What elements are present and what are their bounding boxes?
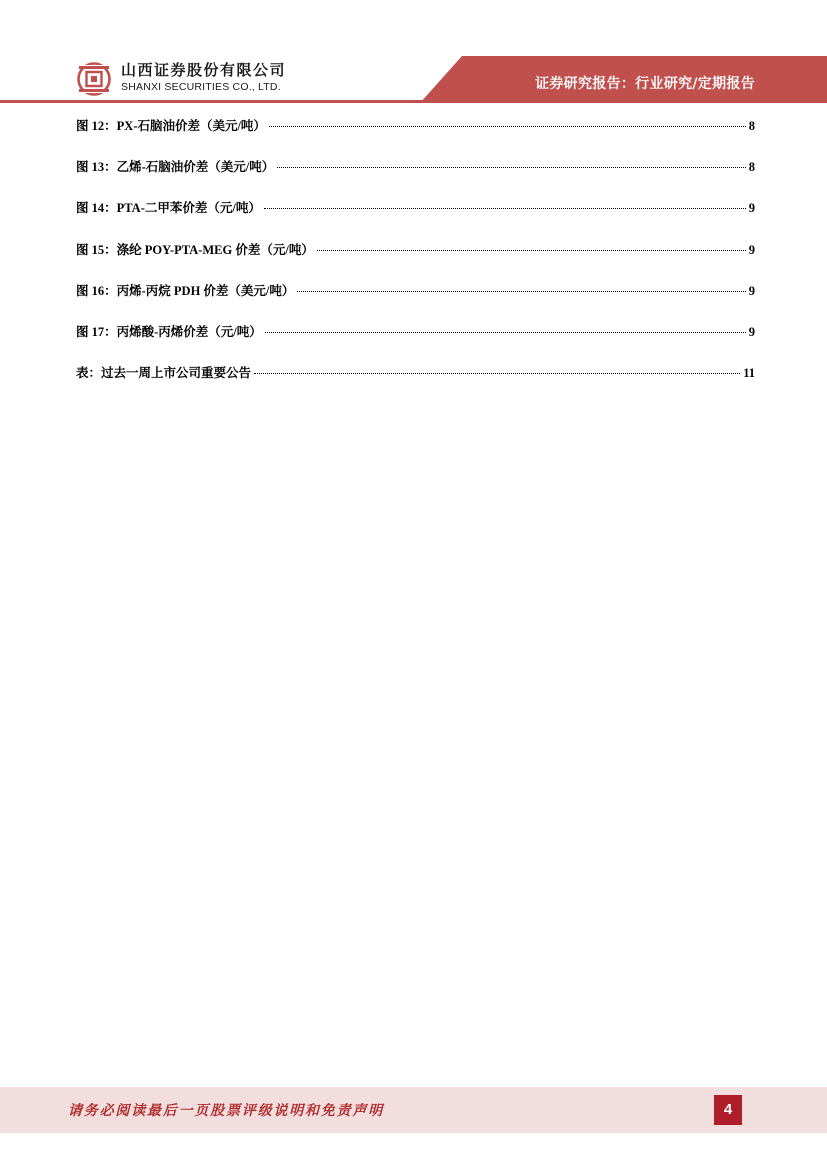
toc-entry-page: 9 [748, 324, 755, 339]
toc-entry[interactable] [76, 318, 755, 359]
toc-entry-page: 9 [748, 242, 755, 257]
toc-entry[interactable] [76, 153, 755, 194]
company-name [121, 62, 286, 94]
toc-entry[interactable] [76, 236, 755, 277]
page-header [0, 0, 827, 104]
company-name-cn: 山西证券股份有限公司 [121, 61, 287, 79]
toc-entry-label: 表：过去一周上市公司重要公告 [76, 366, 252, 381]
toc-entry-label: 图 15：涤纶 POY-PTA-MEG 价差（元/吨） [76, 242, 314, 257]
toc-entry-label: 图 17：丙烯酸-丙烯价差（元/吨） [76, 324, 262, 339]
toc-entry[interactable] [76, 359, 755, 400]
toc-entry-label: 图 12：PX-石脑油价差（美元/吨） [76, 119, 266, 133]
toc-dot-leader [297, 290, 745, 292]
table-of-contents [76, 112, 755, 400]
toc-entry[interactable] [76, 194, 755, 235]
report-type-label: 证券研究报告：行业研究/定期报告 [535, 76, 755, 92]
page-number-badge: 4 [714, 1095, 742, 1125]
toc-entry[interactable] [76, 277, 755, 318]
toc-entry-page: 8 [748, 119, 755, 133]
shanxi-securities-logo-icon [76, 62, 112, 96]
toc-entry-page: 8 [748, 160, 755, 175]
page-footer [0, 1087, 827, 1133]
toc-entry[interactable] [76, 112, 755, 153]
toc-entry-label: 图 13：乙烯-石脑油价差（美元/吨） [76, 160, 275, 175]
toc-dot-leader [264, 207, 746, 209]
toc-entry-label: 图 14：PTA-二甲苯价差（元/吨） [76, 201, 261, 216]
toc-dot-leader [317, 249, 746, 251]
toc-entry-label: 图 16：丙烯-丙烷 PDH 价差（美元/吨） [76, 283, 295, 298]
disclaimer-text: 请务必阅读最后一页股票评级说明和免责声明 [68, 1103, 384, 1119]
toc-dot-leader [265, 331, 746, 333]
company-name-en: SHANXI SECURITIES CO., LTD. [121, 81, 281, 93]
toc-dot-leader [269, 125, 746, 127]
toc-dot-leader [277, 166, 745, 168]
toc-entry-page: 9 [748, 201, 755, 216]
toc-entry-page: 11 [743, 366, 755, 381]
toc-dot-leader [254, 372, 740, 374]
toc-entry-page: 9 [748, 283, 755, 298]
